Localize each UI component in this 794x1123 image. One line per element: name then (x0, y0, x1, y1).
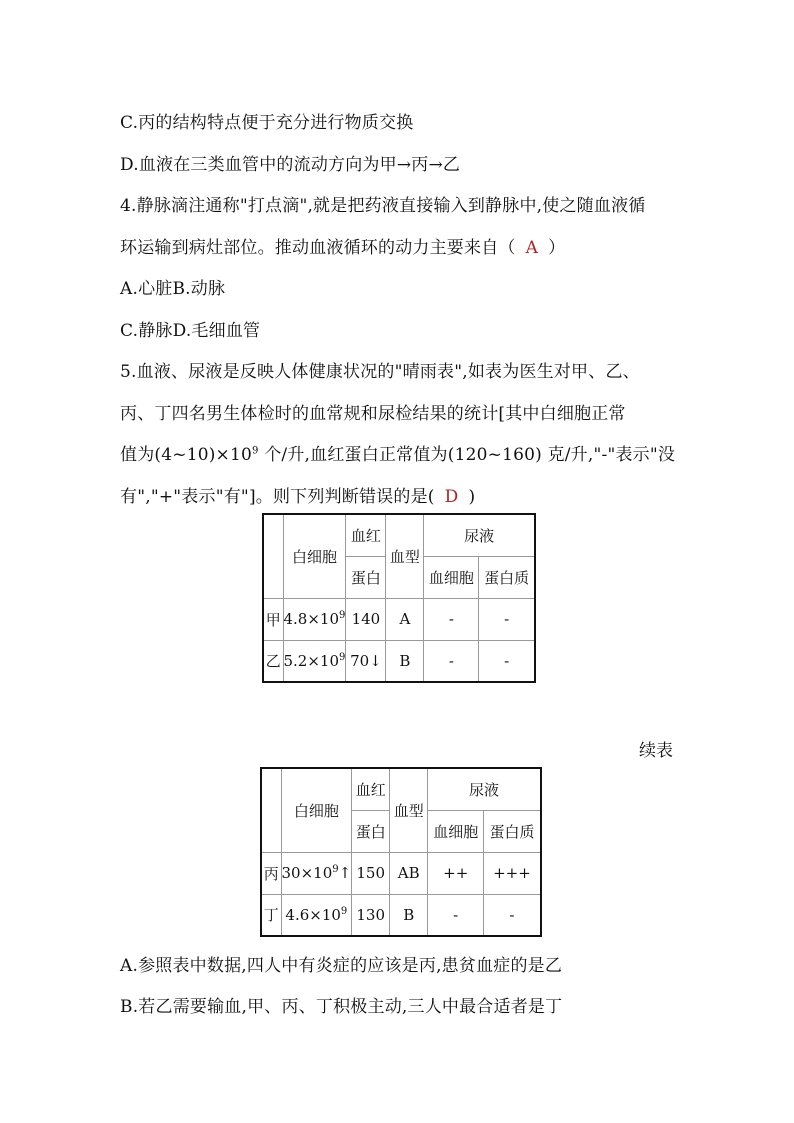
results-table-1 (262, 513, 536, 683)
question-4-line-1: 4.静脉滴注通称"打点滴",就是把药液直接输入到静脉中,使之随血液循 (120, 196, 646, 216)
row-wbc (283, 598, 346, 640)
wbc-flag: ↑ (338, 864, 352, 882)
header-urine: 尿液 (428, 768, 541, 810)
row-urine-protein: +++ (484, 852, 541, 894)
wbc-value: 4.8×10 (283, 610, 340, 628)
wbc-exponent: 9 (332, 864, 339, 875)
question-4-close-paren: ） (548, 238, 566, 258)
row-hb: 140 (346, 598, 386, 640)
table-row (261, 894, 541, 936)
option-d-q3: D.血液在三类血管中的流动方向为甲→丙→乙 (120, 155, 461, 175)
question-5-line-4 (120, 482, 475, 507)
corner-cell (263, 514, 283, 598)
row-name: 丁 (261, 894, 281, 936)
header-urine-rbc: 血细胞 (424, 556, 479, 598)
corner-cell (261, 768, 281, 852)
question-4-answer: A (525, 238, 539, 258)
row-type: AB (390, 852, 428, 894)
option-a-q5: A.参照表中数据,四人中有炎症的应该是丙,患贫血症的是乙 (120, 956, 563, 976)
row-hb: 150 (352, 852, 390, 894)
row-name: 丙 (261, 852, 281, 894)
header-hb-1: 血红 (346, 514, 386, 556)
header-urine: 尿液 (424, 514, 535, 556)
header-hb-1: 血红 (352, 768, 390, 810)
question-4-options-cd: C.静脉D.毛细血管 (120, 321, 261, 341)
continued-table-label: 续表 (639, 741, 673, 761)
question-4-options-ab: A.心脏B.动脉 (120, 279, 226, 299)
option-b-q5: B.若乙需要输血,甲、丙、丁积极主动,三人中最合适者是丁 (120, 997, 563, 1017)
table-row (263, 640, 535, 682)
header-hb-2: 蛋白 (346, 556, 386, 598)
header-urine-rbc: 血细胞 (428, 810, 484, 852)
question-4-line-2 (120, 233, 565, 258)
header-blood-type: 血型 (386, 514, 424, 598)
q5-line4-close-paren: ) (468, 487, 476, 507)
row-urine-rbc: ++ (428, 852, 484, 894)
row-hb: 70↓ (346, 640, 386, 682)
q5-line4-text: 有","+"表示"有"]。则下列判断错误的是( (120, 487, 435, 507)
row-type: B (390, 894, 428, 936)
header-urine-protein: 蛋白质 (479, 556, 535, 598)
table-row (261, 852, 541, 894)
header-wbc: 白细胞 (281, 768, 352, 852)
question-4-text: 环运输到病灶部位。推动血液循环的动力主要来自（ (120, 238, 516, 258)
q5-line3-post: 个/升,血红蛋白正常值为(120~160) 克/升,"-"表示"没 (258, 445, 676, 465)
header-urine-protein: 蛋白质 (484, 810, 541, 852)
row-urine-protein: - (479, 640, 535, 682)
row-name: 甲 (263, 598, 283, 640)
header-blood-type: 血型 (390, 768, 428, 852)
header-wbc: 白细胞 (283, 514, 346, 598)
row-wbc (281, 852, 352, 894)
row-urine-rbc: - (424, 598, 479, 640)
row-urine-rbc: - (424, 640, 479, 682)
question-5-answer: D (444, 487, 459, 507)
question-5-line-3 (120, 440, 675, 465)
row-type: A (386, 598, 424, 640)
table-row (263, 598, 535, 640)
wbc-value: 4.6×10 (285, 905, 341, 924)
row-name: 乙 (263, 640, 283, 682)
wbc-value: 5.2×10 (283, 651, 340, 670)
row-urine-protein: - (479, 598, 535, 640)
wbc-exponent: 9 (339, 610, 346, 621)
option-c-q3: C.丙的结构特点便于充分进行物质交换 (120, 113, 414, 133)
row-wbc (283, 640, 346, 682)
row-wbc (281, 894, 352, 936)
question-5-line-2: 丙、丁四名男生体检时的血常规和尿检结果的统计[其中白细胞正常 (120, 404, 626, 424)
header-hb-2: 蛋白 (352, 810, 390, 852)
question-5-line-1: 5.血液、尿液是反映人体健康状况的"晴雨表",如表为医生对甲、乙、 (120, 362, 640, 382)
wbc-exponent: 9 (340, 905, 348, 917)
q5-line3-pre: 值为(4~10)×10 (120, 445, 253, 465)
q5-line3-exponent: 9 (252, 445, 259, 457)
results-table-2 (260, 767, 542, 937)
row-urine-rbc: - (428, 894, 484, 936)
row-urine-protein: - (484, 894, 541, 936)
row-hb: 130 (352, 894, 390, 936)
row-type: B (386, 640, 424, 682)
wbc-value: 30×10 (281, 864, 333, 882)
wbc-exponent: 9 (339, 651, 346, 663)
